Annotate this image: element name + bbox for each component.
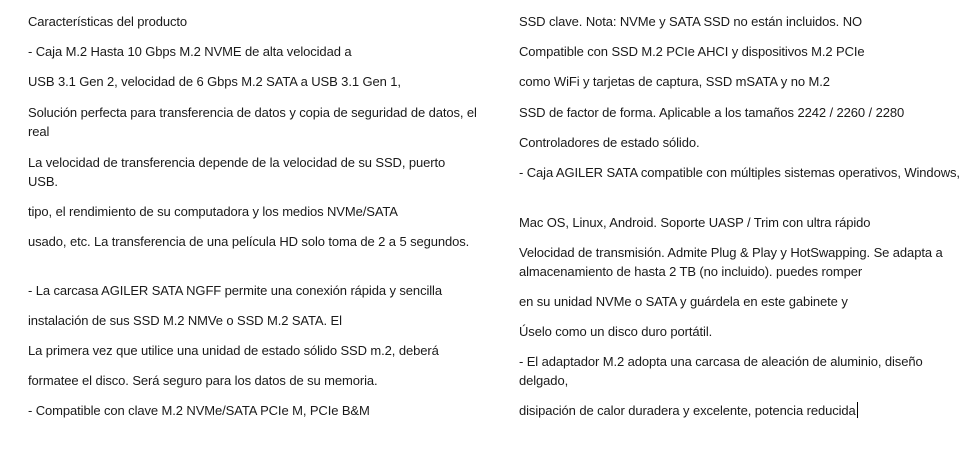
text-paragraph: como WiFi y tarjetas de captura, SSD mSATA y no M.2 — [519, 74, 830, 89]
text-paragraph: Características del producto — [28, 14, 188, 29]
text-paragraph: La velocidad de transferencia depende de la velocidad de su SSD, puerto USB. — [28, 155, 446, 189]
text-paragraph: La primera vez que utilice una unidad de estado sólido SSD m.2, deberá — [28, 343, 439, 358]
text-paragraph: en su unidad NVMe o SATA y guárdela en este gabinete y — [519, 294, 848, 309]
text-paragraph: instalación de sus SSD M.2 NMVe o SSD M.2 SATA. El — [28, 313, 342, 328]
text-paragraph: USB 3.1 Gen 2, velocidad de 6 Gbps M.2 SATA a USB 3.1 Gen 1, — [28, 74, 401, 89]
text-cursor — [857, 402, 858, 418]
text-paragraph: Velocidad de transmisión. Admite Plug & Play y HotSwapping. Se adapta a almacenamiento de hasta 2 TB (no incluido). puedes romper — [519, 245, 943, 279]
text-paragraph: formatee el disco. Será seguro para los datos de su memoria. — [28, 373, 378, 388]
text-content: disipación de calor duradera y excelente, potencia reducida — [519, 403, 856, 418]
text-paragraph: tipo, el rendimiento de su computadora y los medios NVMe/SATA — [28, 204, 398, 219]
text-paragraph: - Caja M.2 Hasta 10 Gbps M.2 NVME de alta velocidad a — [28, 44, 352, 59]
text-paragraph: - Compatible con clave M.2 NVMe/SATA PCIe M, PCIe B&M — [28, 403, 370, 418]
text-paragraph-last[interactable] — [519, 401, 971, 420]
text-paragraph: SSD clave. Nota: NVMe y SATA SSD no están incluidos. NO — [519, 14, 862, 29]
text-paragraph: Compatible con SSD M.2 PCIe AHCI y dispositivos M.2 PCIe — [519, 44, 865, 59]
text-paragraph: Úselo como un disco duro portátil. — [519, 324, 713, 339]
text-paragraph: - Caja AGILER SATA compatible con múltiples sistemas operativos, Windows, — [519, 165, 960, 180]
text-paragraph: - La carcasa AGILER SATA NGFF permite una conexión rápida y sencilla — [28, 283, 442, 298]
text-paragraph: SSD de factor de forma. Aplicable a los tamaños 2242 / 2260 / 2280 — [519, 105, 905, 120]
text-paragraph: Controladores de estado sólido. — [519, 135, 700, 150]
text-paragraph: usado, etc. La transferencia de una película HD solo toma de 2 a 5 segundos. — [28, 234, 470, 249]
text-paragraph: Mac OS, Linux, Android. Soporte UASP / Trim con ultra rápido — [519, 215, 871, 230]
text-paragraph: Solución perfecta para transferencia de datos y copia de seguridad de datos, el real — [28, 105, 477, 139]
text-paragraph: - El adaptador M.2 adopta una carcasa de aleación de aluminio, diseño delgado, — [519, 354, 923, 388]
